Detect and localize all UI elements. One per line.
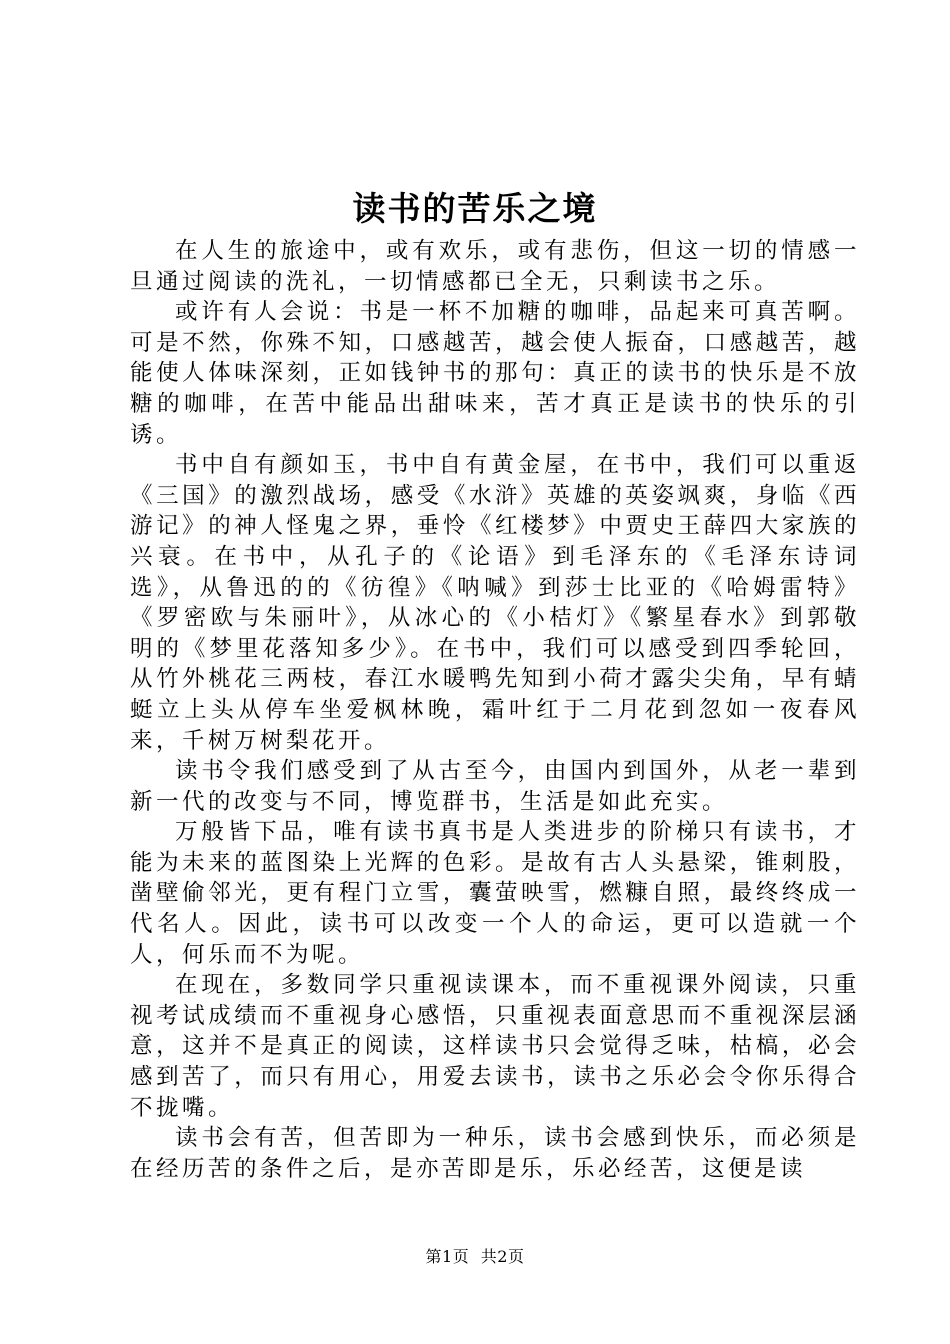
page-number-total: 共2页 xyxy=(480,1247,525,1266)
paragraph-1: 在人生的旅途中，或有欢乐，或有悲伤，但这一切的情感一旦通过阅读的洗礼，一切情感都已全无，只剩读书之乐。 xyxy=(130,238,860,295)
paragraph-4: 读书令我们感受到了从古至今，由国内到国外，从老一辈到新一代的改变与不同，博览群书，生活是如此充实。 xyxy=(130,758,860,815)
paragraph-3: 书中自有颜如玉，书中自有黄金屋，在书中，我们可以重返《三国》的激烈战场，感受《水浒》英雄的英姿飒爽，身临《西游记》的神人怪鬼之界，垂怜《红楼梦》中贾史王薛四大家族的兴衰。在书中，从孔子的《论语》到毛泽东的《毛泽东诗词选》，从鲁迅的的《彷徨》《呐喊》到莎士比亚的《哈姆雷特》《罗密欧与朱丽叶》，从冰心的《小桔灯》《繁星春水》到郭敬明的《梦里花落知多少》。在书中，我们可以感受到四季轮回，从竹外桃花三两枝，春江水暖鸭先知到小荷才露尖尖角，早有蜻蜓立上头从停车坐爱枫林晚，霜叶红于二月花到忽如一夜春风来，千树万树梨花开。 xyxy=(130,452,860,754)
paragraph-2: 或许有人会说：书是一杯不加糖的咖啡，品起来可真苦啊。可是不然，你殊不知，口感越苦，越会使人振奋，口感越苦，越能使人体味深刻，正如钱钟书的那句：真正的读书的快乐是不放糖的咖啡，在苦中能品出甜味来，苦才真正是读书的快乐的引诱。 xyxy=(130,299,860,448)
paragraph-7: 读书会有苦，但苦即为一种乐，读书会感到快乐，而必须是在经历苦的条件之后，是亦苦即是乐，乐必经苦，这便是读 xyxy=(130,1125,860,1182)
document-body xyxy=(130,236,860,1184)
page-footer xyxy=(0,1244,950,1267)
paragraph-6: 在现在，多数同学只重视读课本，而不重视课外阅读，只重视考试成绩而不重视身心感悟，只重视表面意思而不重视深层涵意，这并不是真正的阅读，这样读书只会觉得乏味，枯槁，必会感到苦了，而只有用心，用爱去读书，读书之乐必会令你乐得合不拢嘴。 xyxy=(130,972,860,1121)
paragraph-5: 万般皆下品，唯有读书真书是人类进步的阶梯只有读书，才能为未来的蓝图染上光辉的色彩。是故有古人头悬梁，锥刺股，凿壁偷邻光，更有程门立雪，囊萤映雪，燃糠自照，最终终成一代名人。因此，读书可以改变一个人的命运，更可以造就一个人，何乐而不为呢。 xyxy=(130,819,860,968)
document-title: 读书的苦乐之境 xyxy=(352,189,598,228)
page-number-current: 第1页 xyxy=(425,1247,470,1266)
